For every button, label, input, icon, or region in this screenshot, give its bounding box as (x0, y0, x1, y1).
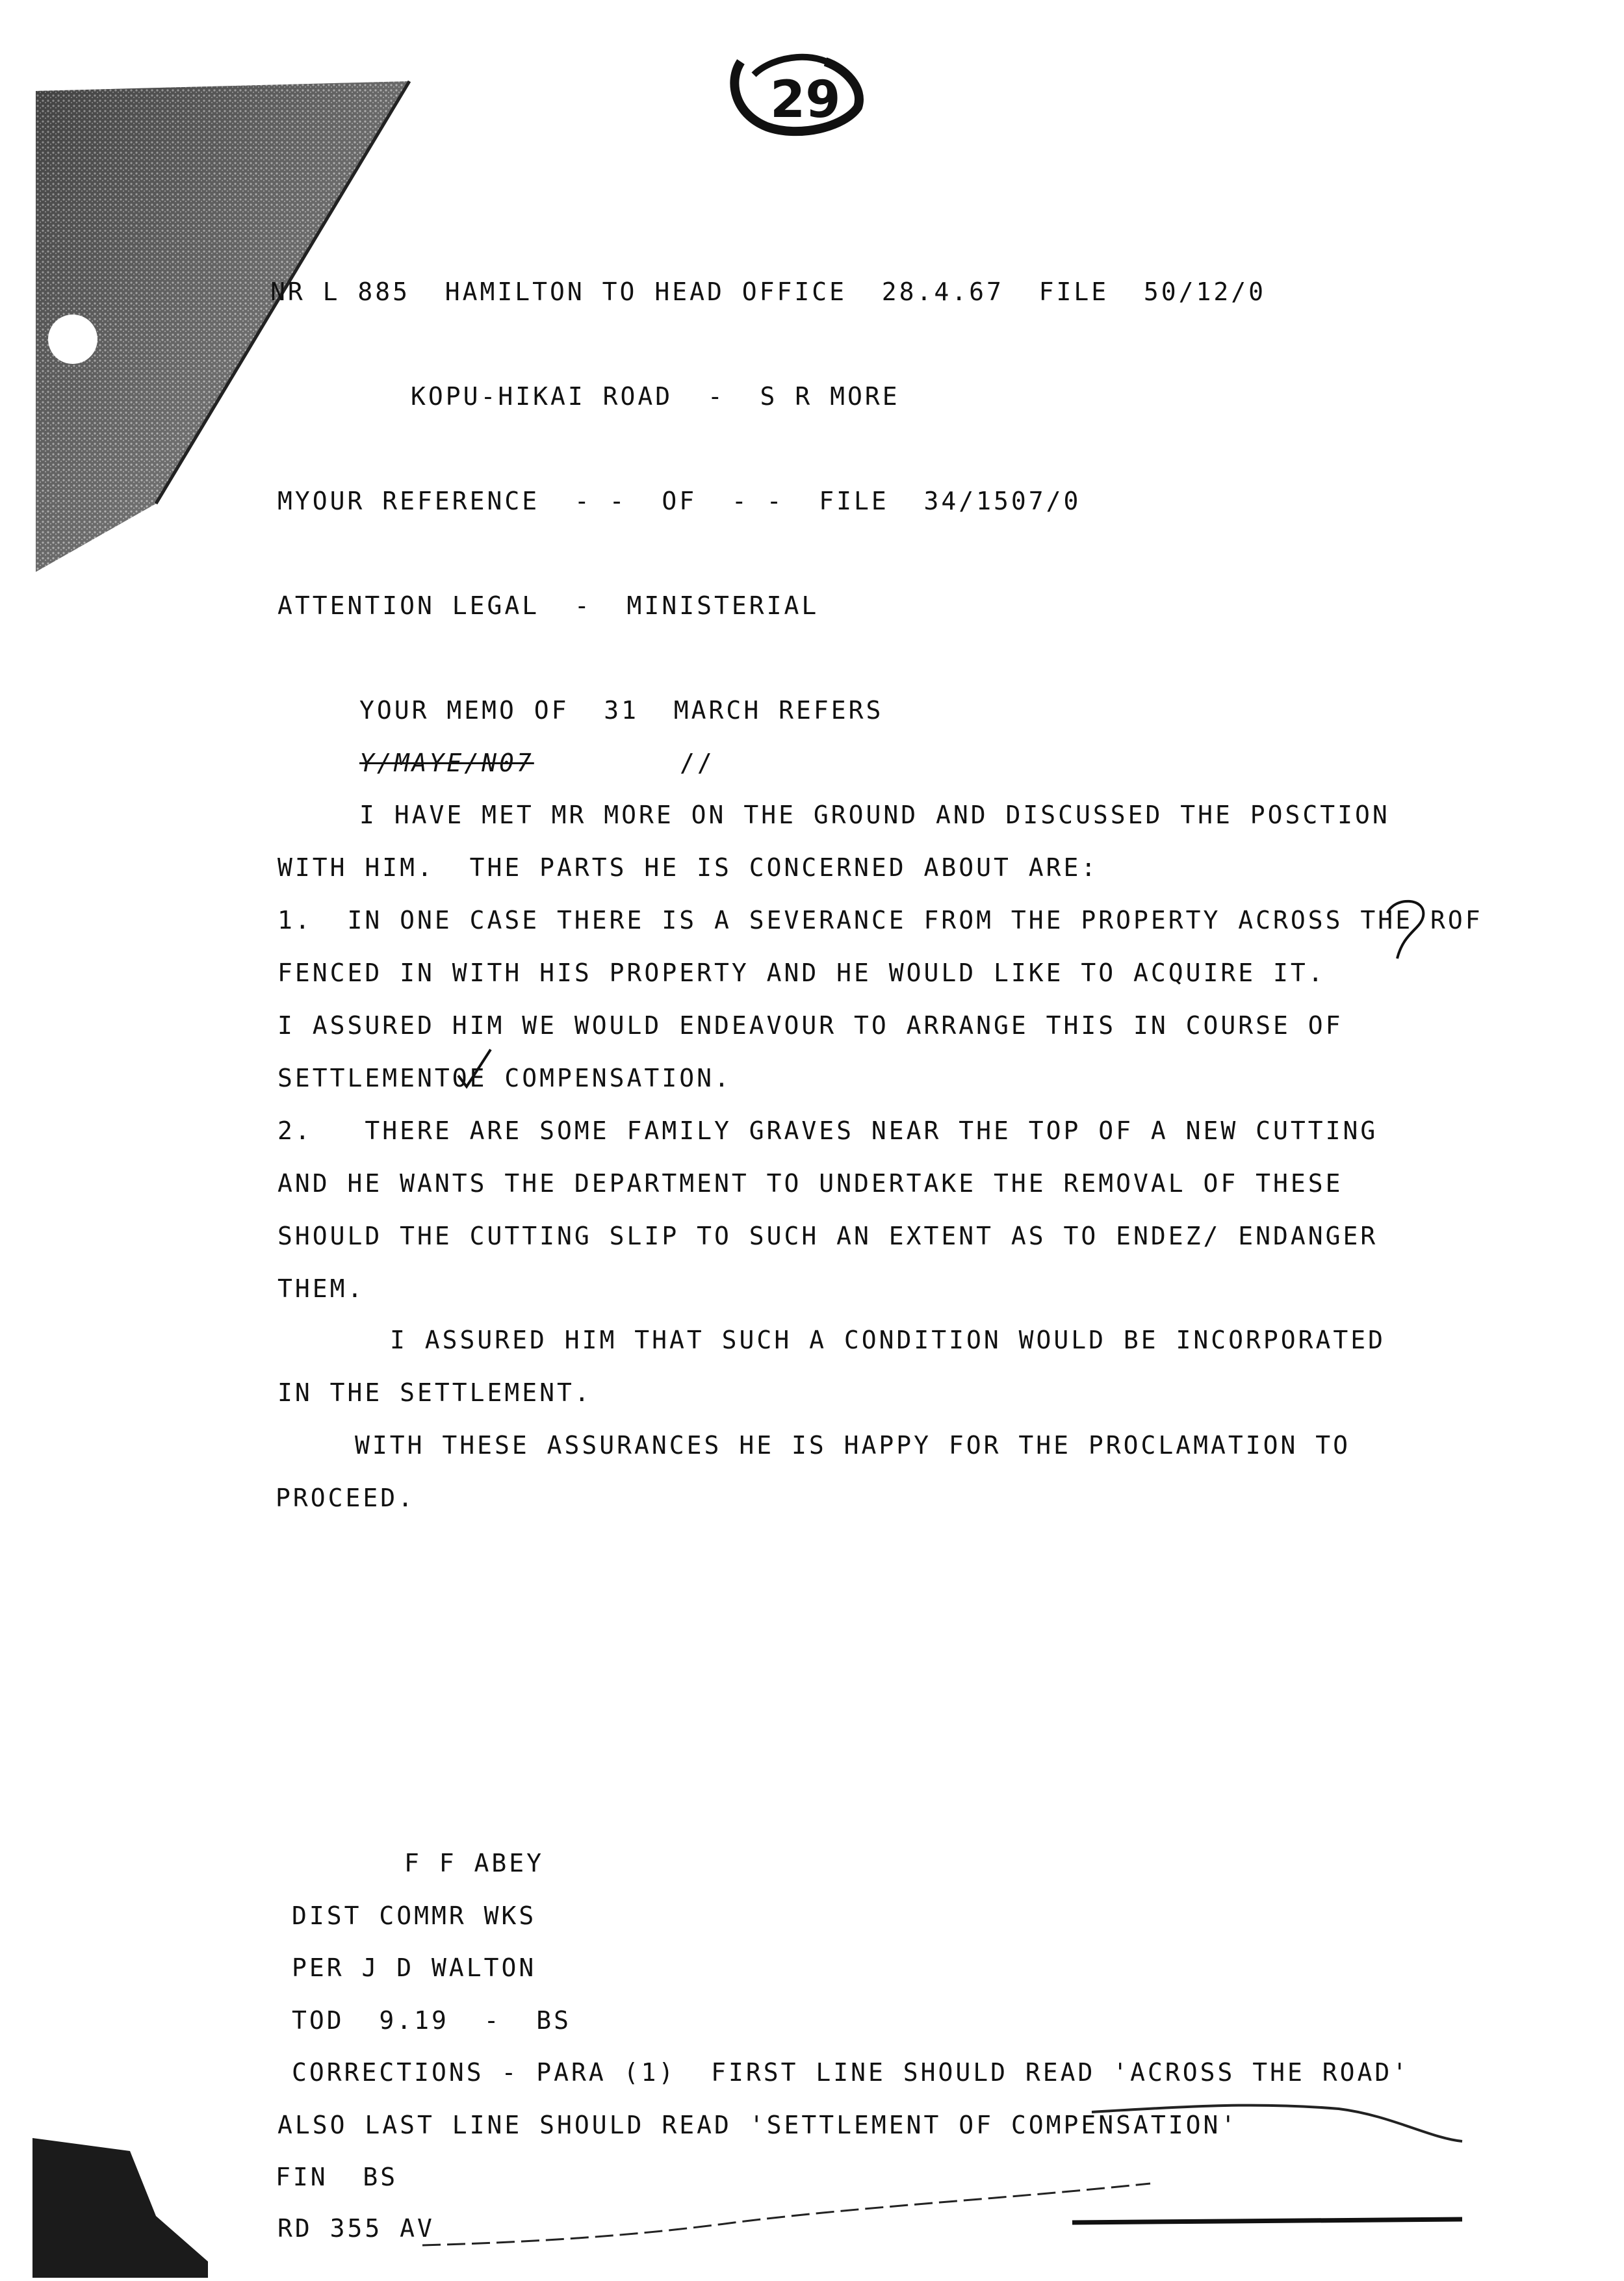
body-line: I HAVE MET MR MORE ON THE GROUND AND DISCUSSED THE POSCTION (359, 801, 1390, 829)
body-line: PROCEED. (276, 1484, 416, 1512)
subject-line: KOPU-HIKAI ROAD - S R MORE (411, 382, 900, 411)
body-line: SHOULD THE CUTTING SLIP TO SUCH AN EXTENT AS TO ENDEZ/ ENDANGER (277, 1222, 1378, 1250)
body-line: SETTLEMENTOE COMPENSATION. (277, 1064, 732, 1092)
body-line: I ASSURED HIM WE WOULD ENDEAVOUR TO ARRANGE THIS IN COURSE OF (277, 1011, 1343, 1040)
struck-out-mark: // (680, 749, 715, 777)
page-number-stamp (715, 36, 871, 146)
body-line: 1. IN ONE CASE THERE IS A SEVERANCE FROM THE PROPERTY ACROSS THE ROF (277, 906, 1483, 934)
header-message-line: NR L 885 HAMILTON TO HEAD OFFICE 28.4.67 FILE 50/12/0 (270, 277, 1267, 306)
rd-line: RD 355 AV (277, 2214, 435, 2243)
struck-out-text: Y/MAYE/N07 (359, 749, 534, 777)
per-line: PER J D WALTON (292, 1953, 537, 1982)
page-number-text: 29 (770, 71, 841, 129)
scan-shadow-bottom-left (0, 2138, 214, 2281)
corrections-line: CORRECTIONS - PARA (1) FIRST LINE SHOULD READ 'ACROSS THE ROAD' (292, 2058, 1410, 2087)
tod-line: TOD 9.19 - BS (292, 2006, 572, 2035)
body-line: I ASSURED HIM THAT SUCH A CONDITION WOULD BE INCORPORATED (390, 1326, 1386, 1354)
signatory-name: F F ABEY (404, 1849, 545, 1877)
attention-line: ATTENTION LEGAL - MINISTERIAL (277, 591, 819, 620)
reference-line: MYOUR REFERENCE - - OF - - FILE 34/1507/0 (277, 487, 1081, 515)
body-line: FENCED IN WITH HIS PROPERTY AND HE WOULD LIKE TO ACQUIRE IT. (277, 959, 1326, 987)
body-line: WITH HIM. THE PARTS HE IS CONCERNED ABOUT ARE: (277, 853, 1099, 882)
body-line: 2. THERE ARE SOME FAMILY GRAVES NEAR THE TOP OF A NEW CUTTING (277, 1116, 1378, 1145)
corrections-line-2: ALSO LAST LINE SHOULD READ 'SETTLEMENT OF COMPENSATION' (277, 2111, 1239, 2139)
body-line: IN THE SETTLEMENT. (277, 1378, 592, 1407)
fin-line: FIN BS (276, 2163, 398, 2191)
memo-reference-line: YOUR MEMO OF 31 MARCH REFERS (359, 696, 884, 725)
body-line: THEM. (277, 1274, 365, 1303)
handwritten-scribble (409, 2171, 1157, 2255)
body-line: AND HE WANTS THE DEPARTMENT TO UNDERTAKE THE REMOVAL OF THESE (277, 1169, 1343, 1198)
signatory-title: DIST COMMR WKS (292, 1901, 537, 1930)
body-line: WITH THESE ASSURANCES HE IS HAPPY FOR THE PROCLAMATION TO (355, 1431, 1351, 1460)
